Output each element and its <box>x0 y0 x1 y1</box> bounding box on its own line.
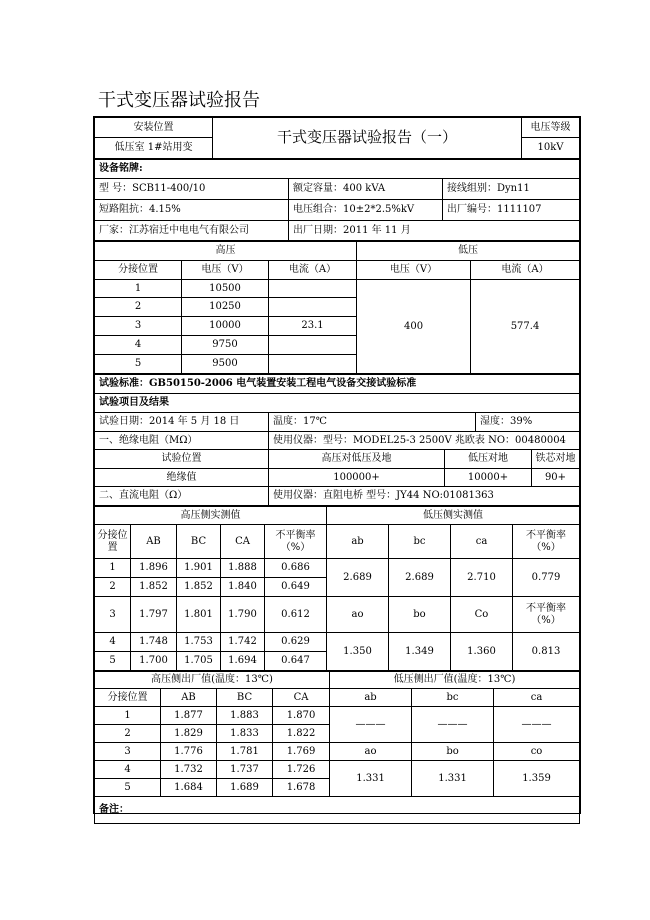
nameplate-date: 出厂日期：2011 年 11 月 <box>289 221 580 241</box>
tap-cell: 5 <box>95 355 182 374</box>
test-standard: 试验标准：GB50150-2006 电气装置安装工程电气设备交接试验标准 <box>95 375 580 394</box>
factory-lv-heading: 低压侧出厂值(温度：13℃) <box>330 672 580 689</box>
dc-tap: 4 <box>95 633 131 652</box>
nameplate-model: 型 号：SCB11-400/10 <box>95 179 289 200</box>
factory-col-co: co <box>494 743 580 761</box>
col-tap: 分接位置 <box>95 261 182 280</box>
col-hv-voltage: 电压（V） <box>182 261 269 280</box>
dc-AB: 1.700 <box>131 652 177 671</box>
factory-col-ca: ca <box>494 689 580 707</box>
dc-instrument: 使用仪器：直阻电桥 型号：JY44 NO:01081363 <box>269 487 580 506</box>
dc-col-BC: BC <box>177 525 221 559</box>
report-frame <box>93 116 581 814</box>
remarks-label: 备注： <box>95 797 580 824</box>
insulation-core-value: 90+ <box>532 469 580 487</box>
tap-cell: 3 <box>95 317 182 336</box>
insulation-col-hv: 高压对低压及地 <box>269 450 445 469</box>
factory-CA: 1.769 <box>273 743 330 761</box>
factory-BC: 1.737 <box>217 761 273 779</box>
dc-col-ca: ca <box>451 525 513 559</box>
voltage-class-value: 10kV <box>522 138 580 159</box>
insulation-heading: 一、绝缘电阻（MΩ） <box>95 432 269 450</box>
factory-AB: 1.684 <box>161 779 217 797</box>
test-info-table <box>94 374 580 506</box>
factory-AB: 1.829 <box>161 725 217 743</box>
hv-voltage-cell: 10000 <box>182 317 269 336</box>
dc-tap: 2 <box>95 578 131 597</box>
hv-voltage-cell: 10250 <box>182 298 269 317</box>
dc-BC: 1.852 <box>177 578 221 597</box>
dc-CA: 1.742 <box>221 633 265 652</box>
insulation-row-label: 绝缘值 <box>95 469 269 487</box>
lv-current-value: 577.4 <box>471 280 580 374</box>
dc-CA: 1.888 <box>221 559 265 578</box>
dc-lv-ca: 2.710 <box>451 559 513 597</box>
dc-AB: 1.896 <box>131 559 177 578</box>
dc-lv-ao: 1.350 <box>327 633 389 671</box>
nameplate-table <box>94 159 580 241</box>
factory-tap: 2 <box>95 725 161 743</box>
lv-voltage-value: 400 <box>357 280 471 374</box>
factory-ca-dash: ——— <box>494 707 580 743</box>
dc-heading: 二、直流电阻（Ω） <box>95 487 269 506</box>
dc-BC: 1.901 <box>177 559 221 578</box>
dc-lv-bo: 1.349 <box>389 633 451 671</box>
dc-col-AB: AB <box>131 525 177 559</box>
insulation-col-core: 铁芯对地 <box>532 450 580 469</box>
factory-tap: 4 <box>95 761 161 779</box>
col-hv-current: 电流（A） <box>269 261 357 280</box>
dc-col-Co: Co <box>451 597 513 633</box>
dc-col-tap: 分接位置 <box>95 525 131 559</box>
dc-col-bc: bc <box>389 525 451 559</box>
dc-hv-measured-heading: 高压侧实测值 <box>95 507 327 525</box>
insulation-lv-value: 10000+ <box>445 469 532 487</box>
dc-unbalance: 0.629 <box>265 633 327 652</box>
factory-col-CA: CA <box>273 689 330 707</box>
factory-ab-dash: ——— <box>330 707 412 743</box>
dc-BC: 1.705 <box>177 652 221 671</box>
dc-measured-table <box>94 506 580 671</box>
insulation-col-position: 试验位置 <box>95 450 269 469</box>
test-humidity: 湿度：39% <box>476 413 580 432</box>
factory-BC: 1.781 <box>217 743 273 761</box>
factory-col-tap: 分接位置 <box>95 689 161 707</box>
col-lv-voltage: 电压（V） <box>357 261 471 280</box>
dc-col-phase-unbalance: 不平衡率（%） <box>513 597 580 633</box>
dc-AB: 1.748 <box>131 633 177 652</box>
ratings-table <box>94 241 580 374</box>
nameplate-capacity: 额定容量：400 kVA <box>289 179 443 200</box>
test-date: 试验日期：2014 年 5 月 18 日 <box>95 413 269 432</box>
nameplate-voltage-combo: 电压组合：10±2*2.5%kV <box>289 200 443 221</box>
nameplate-impedance: 短路阻抗：4.15% <box>95 200 289 221</box>
dc-CA: 1.790 <box>221 597 265 633</box>
hv-current-blank <box>269 280 357 298</box>
factory-tap: 5 <box>95 779 161 797</box>
hv-current-blank <box>269 298 357 317</box>
install-location-label: 安装位置 <box>95 118 213 138</box>
factory-AB: 1.732 <box>161 761 217 779</box>
insulation-hv-value: 100000+ <box>269 469 445 487</box>
dc-lv-measured-heading: 低压侧实测值 <box>327 507 580 525</box>
dc-unbalance: 0.612 <box>265 597 327 633</box>
factory-lv-co: 1.359 <box>494 761 580 797</box>
dc-AB: 1.797 <box>131 597 177 633</box>
factory-col-ao: ao <box>330 743 412 761</box>
dc-unbalance: 0.686 <box>265 559 327 578</box>
insulation-col-lv: 低压对地 <box>445 450 532 469</box>
factory-col-bo: bo <box>412 743 494 761</box>
factory-tap: 3 <box>95 743 161 761</box>
factory-col-bc: bc <box>412 689 494 707</box>
dc-lv-co: 1.360 <box>451 633 513 671</box>
hv-voltage-cell: 9500 <box>182 355 269 374</box>
dc-lv-ab: 2.689 <box>327 559 389 597</box>
dc-lv-phase-unbalance: 0.813 <box>513 633 580 671</box>
dc-lv-bc: 2.689 <box>389 559 451 597</box>
dc-col-ab: ab <box>327 525 389 559</box>
factory-bc-dash: ——— <box>412 707 494 743</box>
nameplate-serial: 出厂编号：1111107 <box>443 200 580 221</box>
factory-col-BC: BC <box>217 689 273 707</box>
dc-unbalance: 0.647 <box>265 652 327 671</box>
dc-AB: 1.852 <box>131 578 177 597</box>
items-heading: 试验项目及结果 <box>95 394 580 413</box>
dc-col-CA: CA <box>221 525 265 559</box>
dc-col-ao: ao <box>327 597 389 633</box>
report-title: 干式变压器试验报告（一） <box>213 118 522 159</box>
voltage-class-label: 电压等级 <box>522 118 580 138</box>
dc-col-unbalance: 不平衡率（%） <box>265 525 327 559</box>
tap-cell: 1 <box>95 280 182 298</box>
hv-current-blank <box>269 336 357 355</box>
hv-current-blank <box>269 355 357 374</box>
factory-tap: 1 <box>95 707 161 725</box>
factory-AB: 1.877 <box>161 707 217 725</box>
report-header <box>94 117 580 159</box>
factory-CA: 1.870 <box>273 707 330 725</box>
insulation-instrument: 使用仪器：型号：MODEL25-3 2500V 兆欧表 NO：00480004 <box>269 432 580 450</box>
install-location-value: 低压室 1#站用变 <box>95 138 213 159</box>
factory-AB: 1.776 <box>161 743 217 761</box>
dc-tap: 3 <box>95 597 131 633</box>
test-temperature: 温度：17℃ <box>269 413 476 432</box>
lv-heading: 低压 <box>357 242 580 261</box>
dc-CA: 1.694 <box>221 652 265 671</box>
factory-BC: 1.689 <box>217 779 273 797</box>
hv-current-value: 23.1 <box>269 317 357 336</box>
hv-heading: 高压 <box>95 242 357 261</box>
dc-CA: 1.840 <box>221 578 265 597</box>
tap-cell: 2 <box>95 298 182 317</box>
dc-tap: 5 <box>95 652 131 671</box>
factory-BC: 1.883 <box>217 707 273 725</box>
factory-hv-heading: 高压侧出厂值(温度：13℃) <box>95 672 330 689</box>
nameplate-heading: 设备铭牌: <box>95 160 580 179</box>
dc-BC: 1.753 <box>177 633 221 652</box>
dc-col-lv-unbalance: 不平衡率（%） <box>513 525 580 559</box>
factory-lv-ao: 1.331 <box>330 761 412 797</box>
factory-table <box>94 671 580 824</box>
hv-voltage-cell: 10500 <box>182 280 269 298</box>
nameplate-connection: 接线组别：Dyn11 <box>443 179 580 200</box>
nameplate-maker: 厂家：江苏宿迁中电电气有限公司 <box>95 221 289 241</box>
hv-voltage-cell: 9750 <box>182 336 269 355</box>
dc-lv-line-unbalance: 0.779 <box>513 559 580 597</box>
factory-CA: 1.822 <box>273 725 330 743</box>
dc-col-bo: bo <box>389 597 451 633</box>
dc-unbalance: 0.649 <box>265 578 327 597</box>
factory-col-AB: AB <box>161 689 217 707</box>
factory-col-ab: ab <box>330 689 412 707</box>
factory-lv-bo: 1.331 <box>412 761 494 797</box>
dc-tap: 1 <box>95 559 131 578</box>
tap-cell: 4 <box>95 336 182 355</box>
dc-BC: 1.801 <box>177 597 221 633</box>
factory-CA: 1.678 <box>273 779 330 797</box>
factory-BC: 1.833 <box>217 725 273 743</box>
col-lv-current: 电流（A） <box>471 261 580 280</box>
page-title: 干式变压器试验报告 <box>98 90 260 111</box>
factory-CA: 1.726 <box>273 761 330 779</box>
